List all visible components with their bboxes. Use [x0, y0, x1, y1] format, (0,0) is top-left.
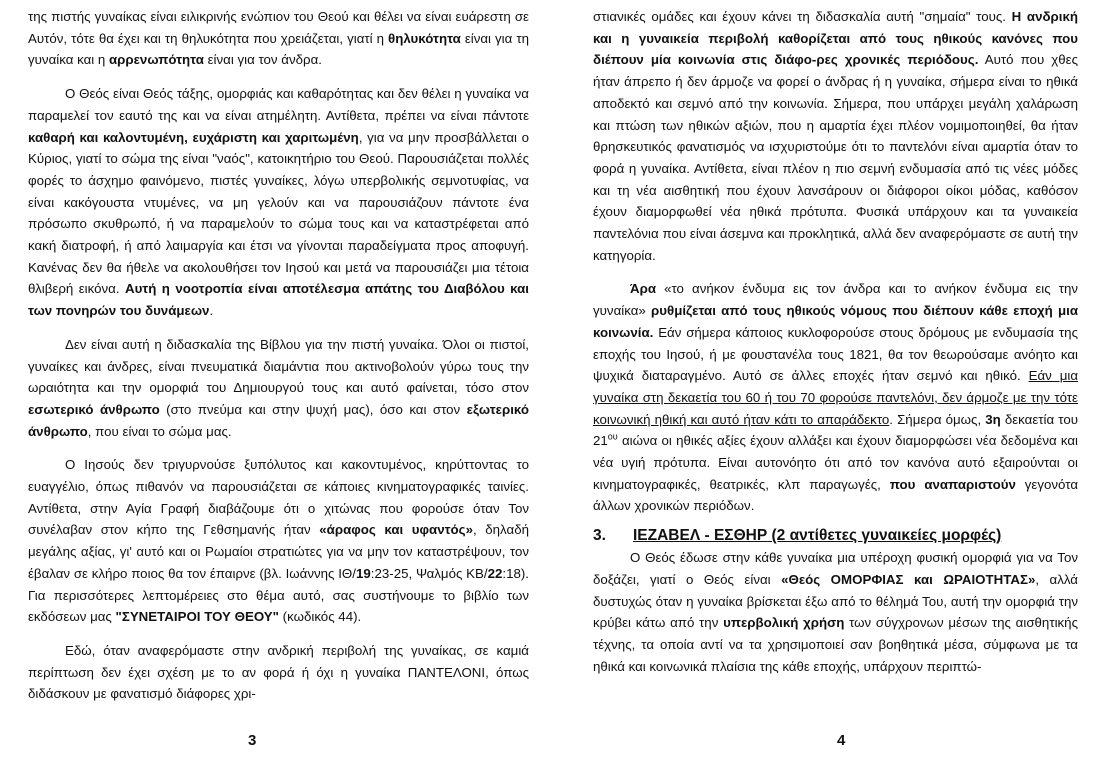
text-run: δεκαετία του 21 [593, 411, 1078, 449]
bold-text: «άραφος και υφαντός» [319, 522, 473, 538]
paragraph [28, 83, 529, 322]
text-run: Ο Θεός είναι Θεός τάξης, ομορφιάς και καθαρότητας και δεν θέλει η γυναίκα να παραμελεί τον εαυτό της και να είναι ατημέλητη. Αντίθετα, πρέπει να είναι πάντοτε [28, 86, 529, 123]
bold-text: που αναπαριστούν [889, 476, 1016, 492]
text-run: Ο Θεός έδωσε στην κάθε γυναίκα μια υπέροχη φυσική ομορφιά για να Τον δοξάζει, γιατί ο Θεός είναι [593, 550, 1078, 587]
bold-text: «Θεός ΟΜΟΡΦΙΑΣ και ΩΡΑΙΟΤΗΤΑΣ» [781, 571, 1036, 587]
paragraph [593, 6, 1078, 266]
text-run: είναι για τον άνδρα. [203, 52, 322, 68]
text-run: (κωδικός 44). [278, 609, 362, 625]
text-run: στιανικές ομάδες και έχουν κάνει τη διδασκαλία αυτή "σημαία" τους. [593, 9, 1012, 24]
bold-text: εσωτερικό άνθρωπο [28, 401, 160, 417]
bold-text: Αυτή η νοοτροπία είναι αποτέλεσμα απάτης του Διαβόλου και των πονηρών του δυνάμεων [28, 281, 529, 319]
page-number: 3 [248, 732, 257, 749]
paragraph [28, 334, 529, 443]
text-run: γεγονότα άλλων χρονικών περιόδων. [593, 476, 1079, 514]
bold-text: Η ανδρική και η γυναικεία περιβολή καθορίζεται από τους ηθικούς κανόνες που διέπουν μία κοινωνία στις διάφο-ρες χρονικές περιόδους. [593, 9, 1079, 68]
bold-text: 3η [985, 411, 1001, 427]
bold-text: θηλυκότητα [388, 30, 461, 46]
section-title [633, 525, 1001, 547]
section-number: 3. [593, 527, 606, 545]
bold-text: Άρα [630, 281, 657, 297]
text-run: :18). Για περισσότερες λεπτομέρειες στο θέμα αυτό, σας συστήνουμε το βιβλίο των εκδόσεων μας [28, 565, 529, 625]
section-title-main: ΙΕΖΑΒΕΛ - ΕΣΘΗΡ [633, 527, 768, 545]
bold-text: 19 [355, 565, 371, 581]
section-heading [593, 525, 1078, 547]
bold-text: εξωτερικό άνθρωπο [28, 401, 529, 439]
paragraph [28, 454, 529, 628]
text-run: αιώνα οι ηθικές αξίες έχουν αλλάξει και έχουν διαμορφώσει νέα δεδομένα και νέα υγιή πρότυπα. Είναι αυτονόητο ότι από τον κανόνα αυτό εξαιρούνται οι κινηματογραφικές, θεατρικές, κλπ παραγωγές, [593, 433, 1078, 492]
text-run: Αυτό που χθες ήταν άπρεπο ή δεν άρμοζε να φορεί ο άνδρας ή η γυναίκα, σήμερα είναι το ηθικά αποδεκτό και σεμνό από την κοινωνία. Σήμερα, που υπάρχει μεγάλη χαλάρωση και πτώση των ηθικών αξιών, που η αμαρτία έχει πλέον νομιμοποιηθεί, θα ήταν θρησκευτικός φανατισμός να ισχυριστούμε ότι το παντελόνι είναι αμαρτία όταν το φορά η γυναίκα. Αντίθετα, είναι πλέον η πιο σεμνή ενδυμασία από τις νέες μόδες και τη νέα αισθητική που έχουν λανσάρουν οι διάφοροι οίκοι μόδας, καθόσον έχουν διαμορφωθεί νέα ηθικά πρότυπα. Φυσικά υπάρχουν και τα γυναικεία παντελόνια που είναι άσεμνα και προκλητικά, αλλά δεν αναφερόμαστε σε αυτή την κατηγορία. [593, 52, 1078, 263]
bold-text: 22 [487, 565, 503, 581]
text-run: (στο πνεύμα και στην ψυχή μας), όσο και στον [159, 401, 467, 417]
text-run: . [209, 303, 214, 319]
text-run: , αλλά δυστυχώς όταν η γυναίκα βρίσκεται έξω από το θέλημά Του, αυτή την ομορφιά την κρύβει κάτω από την [593, 571, 1078, 631]
text-run: Δεν είναι αυτή η διδασκαλία της Βίβλου για την πιστή γυναίκα. Όλοι οι πιστοί, γυναίκες και άνδρες, είναι πνευματικά διαμάντια που ακτινοβολούν γύρω τους την ωραιότητα και την ομορφιά του Δημιουργού τους και αυτό φαίνεται, τόσο στον [28, 336, 529, 396]
right-page [565, 0, 1100, 759]
underlined-text: Εάν μια γυναίκα στη δεκαετία του 60 ή του 70 φορούσε παντελόνι, δεν άρμοζε με την τότε κοινωνική ηθική και αυτό ήταν κάτι το απαράδεκτο [593, 368, 1079, 427]
paragraph [28, 640, 529, 705]
text-run: Ο Ιησούς δεν τριγυρνούσε ξυπόλυτος και κακοντυμένος, κηρύττοντας το ευαγγέλιο, όπως πιθανόν να παρουσιάζεται σε κάποιες κινηματογραφικές ταινίες. Αντίθετα, στην Αγία Γραφή διαβάζουμε ότι ο χιτώνας που φορούσε όταν Τον συνέλαβαν στον κήπο της Γεθσημανής ήταν [28, 457, 529, 538]
text-run: , που είναι το σώμα μας. [87, 423, 232, 439]
bold-text: υπερβολική χρήση [723, 615, 845, 631]
text-run: :23-25, Ψαλμός ΚΒ/ [370, 565, 488, 581]
superscript: ου [607, 431, 618, 442]
text-run: , δηλαδή μεγάλης αξίας, γι' αυτό και οι Ρωμαίοι στρατιώτες για να μην τον καταστρέψουν, τον έβαλαν σε κλήρο ποιος θα τον έπαιρνε (βλ. Ιωάννης ΙΘ/ [28, 522, 529, 581]
paragraph [28, 6, 529, 71]
paragraph [593, 278, 1078, 517]
text-run: «το ανήκον ένδυμα εις τον άνδρα και το ανήκον ένδυμα εις την γυναίκα» [593, 281, 1078, 319]
paragraph [593, 547, 1078, 677]
text-run: , για να μην προσβάλλεται ο Κύριος, γιατί το σώμα της είναι "ναός", κατοικητήριο του Θεού. Παρουσιάζεται πολλές φορές το άσχημο φαινόμενο, πιστές γυναίκες, λόγω υπερβολικής σεμνοτυφίας, να είναι κακόγουστα ντυμένες, να μη γελούν και να παρουσιάζουν πάντοτε ένα πρόσωπο σκυθρωπό, ή να παραμελούν το σώμα τους και να καταστρέφεται από κακή διατροφή, ή από λαιμαργία και έτσι να γίνονται παραδείγματα προς αποφυγή. Κανένας δεν θα ήθελε να ακολουθήσει τον Ιησού και μετά να παρουσιάζει μια τέτοια θλιβερή εικόνα. [28, 129, 529, 297]
text-run: είναι για τη γυναίκα και η [28, 30, 529, 68]
text-run: Εδώ, όταν αναφερόμαστε στην ανδρική περιβολή της γυναίκας, σε καμιά περίπτωση δεν έχει σχέση με το αν φορά ή όχι η γυναίκα ΠΑΝΤΕΛΟΝΙ, όπως διδάσκουν με φανατισμό διάφορες χρι- [28, 642, 529, 702]
text-run: . Σήμερα όμως, [889, 411, 986, 427]
text-run: της πιστής γυναίκας είναι ειλικρινής ενώπιον του Θεού και θέλει να είναι ευάρεστη σε Αυτόν, τότε θα έχει και τη θηλυκότητα που χρειάζεται, γιατί η [28, 9, 529, 46]
left-page [0, 0, 535, 759]
bold-text: καθαρή και καλοντυμένη, ευχάριστη και χαριτωμένη [28, 129, 359, 145]
bold-text: ρυθμίζεται από τους ηθικούς νόμους που διέπουν κάθε εποχή μια κοινωνία. [593, 303, 1078, 340]
text-run: Εάν σήμερα κάποιος κυκλοφορούσε στους δρόμους με ενδυμασία της εποχής του Ιησού, ή με φουστανέλα τους 1821, θα τον θεωρούσαμε ανόητο και ψυχικά διαταραγμένο. Αυτό σε άλλες εποχές ήταν σεμνό και ηθικό. [593, 324, 1078, 384]
section-subtitle: (2 αντίθετες γυναικείες μορφές) [771, 527, 1002, 545]
bold-text: αρρενωπότητα [109, 52, 204, 68]
bold-text: "ΣΥΝΕΤΑΙΡΟΙ ΤΟΥ ΘΕΟΥ" [115, 609, 279, 625]
page-number: 4 [837, 732, 846, 749]
text-run: των σύγχρονων μέσων της αισθητικής τέχνης, τα οποία αντί να τα χρησιμοποιεί σαν βοηθητικά μέσα, σύμφωνα με τα ηθικά και κοινωνικά πλαίσια της κάθε εποχής, υπάρχουν περιπτώ- [593, 615, 1078, 674]
